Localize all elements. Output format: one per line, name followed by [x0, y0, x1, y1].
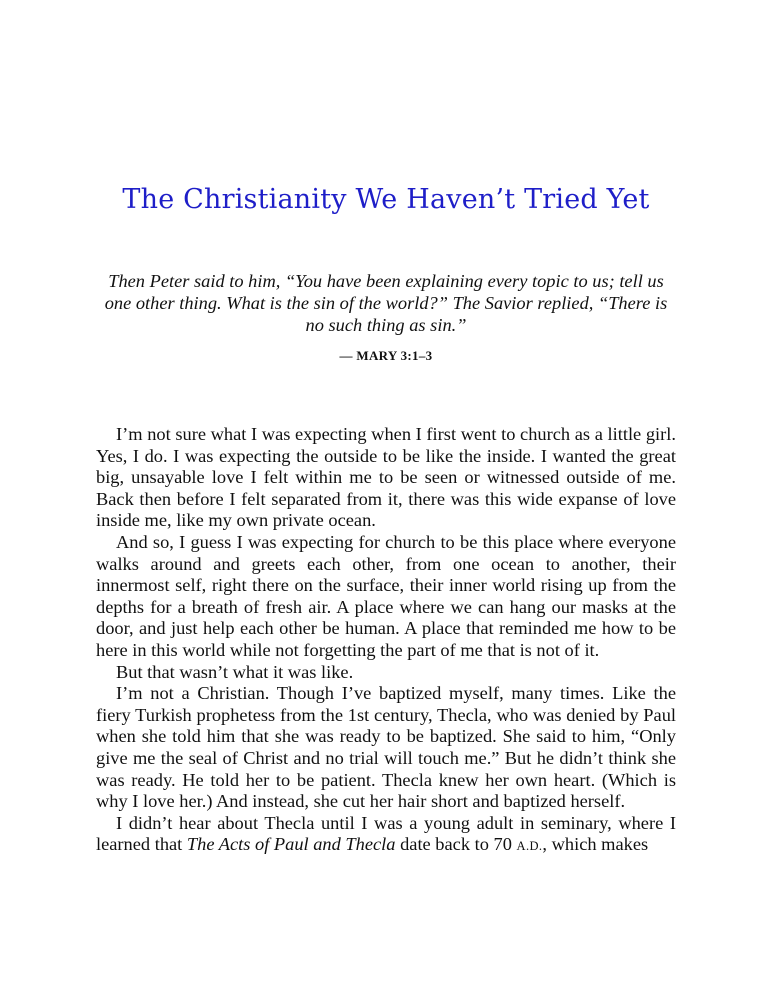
paragraph: And so, I guess I was expecting for church to be this place where everyone walks around and greets each other, from one ocean to another, their innermost self, right there on the surface, their inner world rising up from the depths for a breath of fresh air. A place where we can hang our masks at the door, and just help each other be human. A place that reminded me how to be here in this world while not forgetting the part of me that is not of it. — [96, 531, 676, 660]
paragraph-text: date back to 70 — [395, 834, 517, 855]
chapter-title: The Christianity We Haven’t Tried Yet — [122, 184, 650, 215]
epigraph-quote: Then Peter said to him, “You have been explaining every topic to us; tell us one other thing. What is the sin of the world?” The Savior replied, “There is no such thing as sin.” — [104, 271, 668, 335]
paragraph: I’m not a Christian. Though I’ve baptized myself, many times. Like the fiery Turkish prophetess from the 1st century, Thecla, who was denied by Paul when she told him that she was ready to be baptized. She said to him, “Only give me the seal of Christ and no trial will touch me.” But he didn’t think she was ready. He told her to be patient. Thecla knew her own heart. (Which is why I love her.) And instead, she cut her hair short and baptized herself. — [96, 683, 676, 812]
paragraph-text: I didn’t hear about Thecla until I was a young adult in seminary, where I learned that — [96, 812, 676, 855]
era-abbreviation: A.D. — [516, 839, 543, 854]
paragraph — [96, 813, 676, 858]
book-title: The Acts of Paul and Thecla — [186, 834, 396, 855]
paragraph: But that wasn’t what it was like. — [116, 661, 354, 682]
body-text — [96, 424, 676, 858]
paragraph: I’m not sure what I was expecting when I first went to church as a little girl. Yes, I do. I was expecting the outside to be like the inside. I wanted the great big, unsayable love I felt within me to be seen or witnessed outside of me. Back then before I felt separated from it, there was this wide expanse of love inside me, like my own private ocean. — [96, 424, 676, 531]
paragraph-text: , which makes — [542, 834, 649, 855]
epigraph-source: — MARY 3:1–3 — [339, 348, 433, 363]
